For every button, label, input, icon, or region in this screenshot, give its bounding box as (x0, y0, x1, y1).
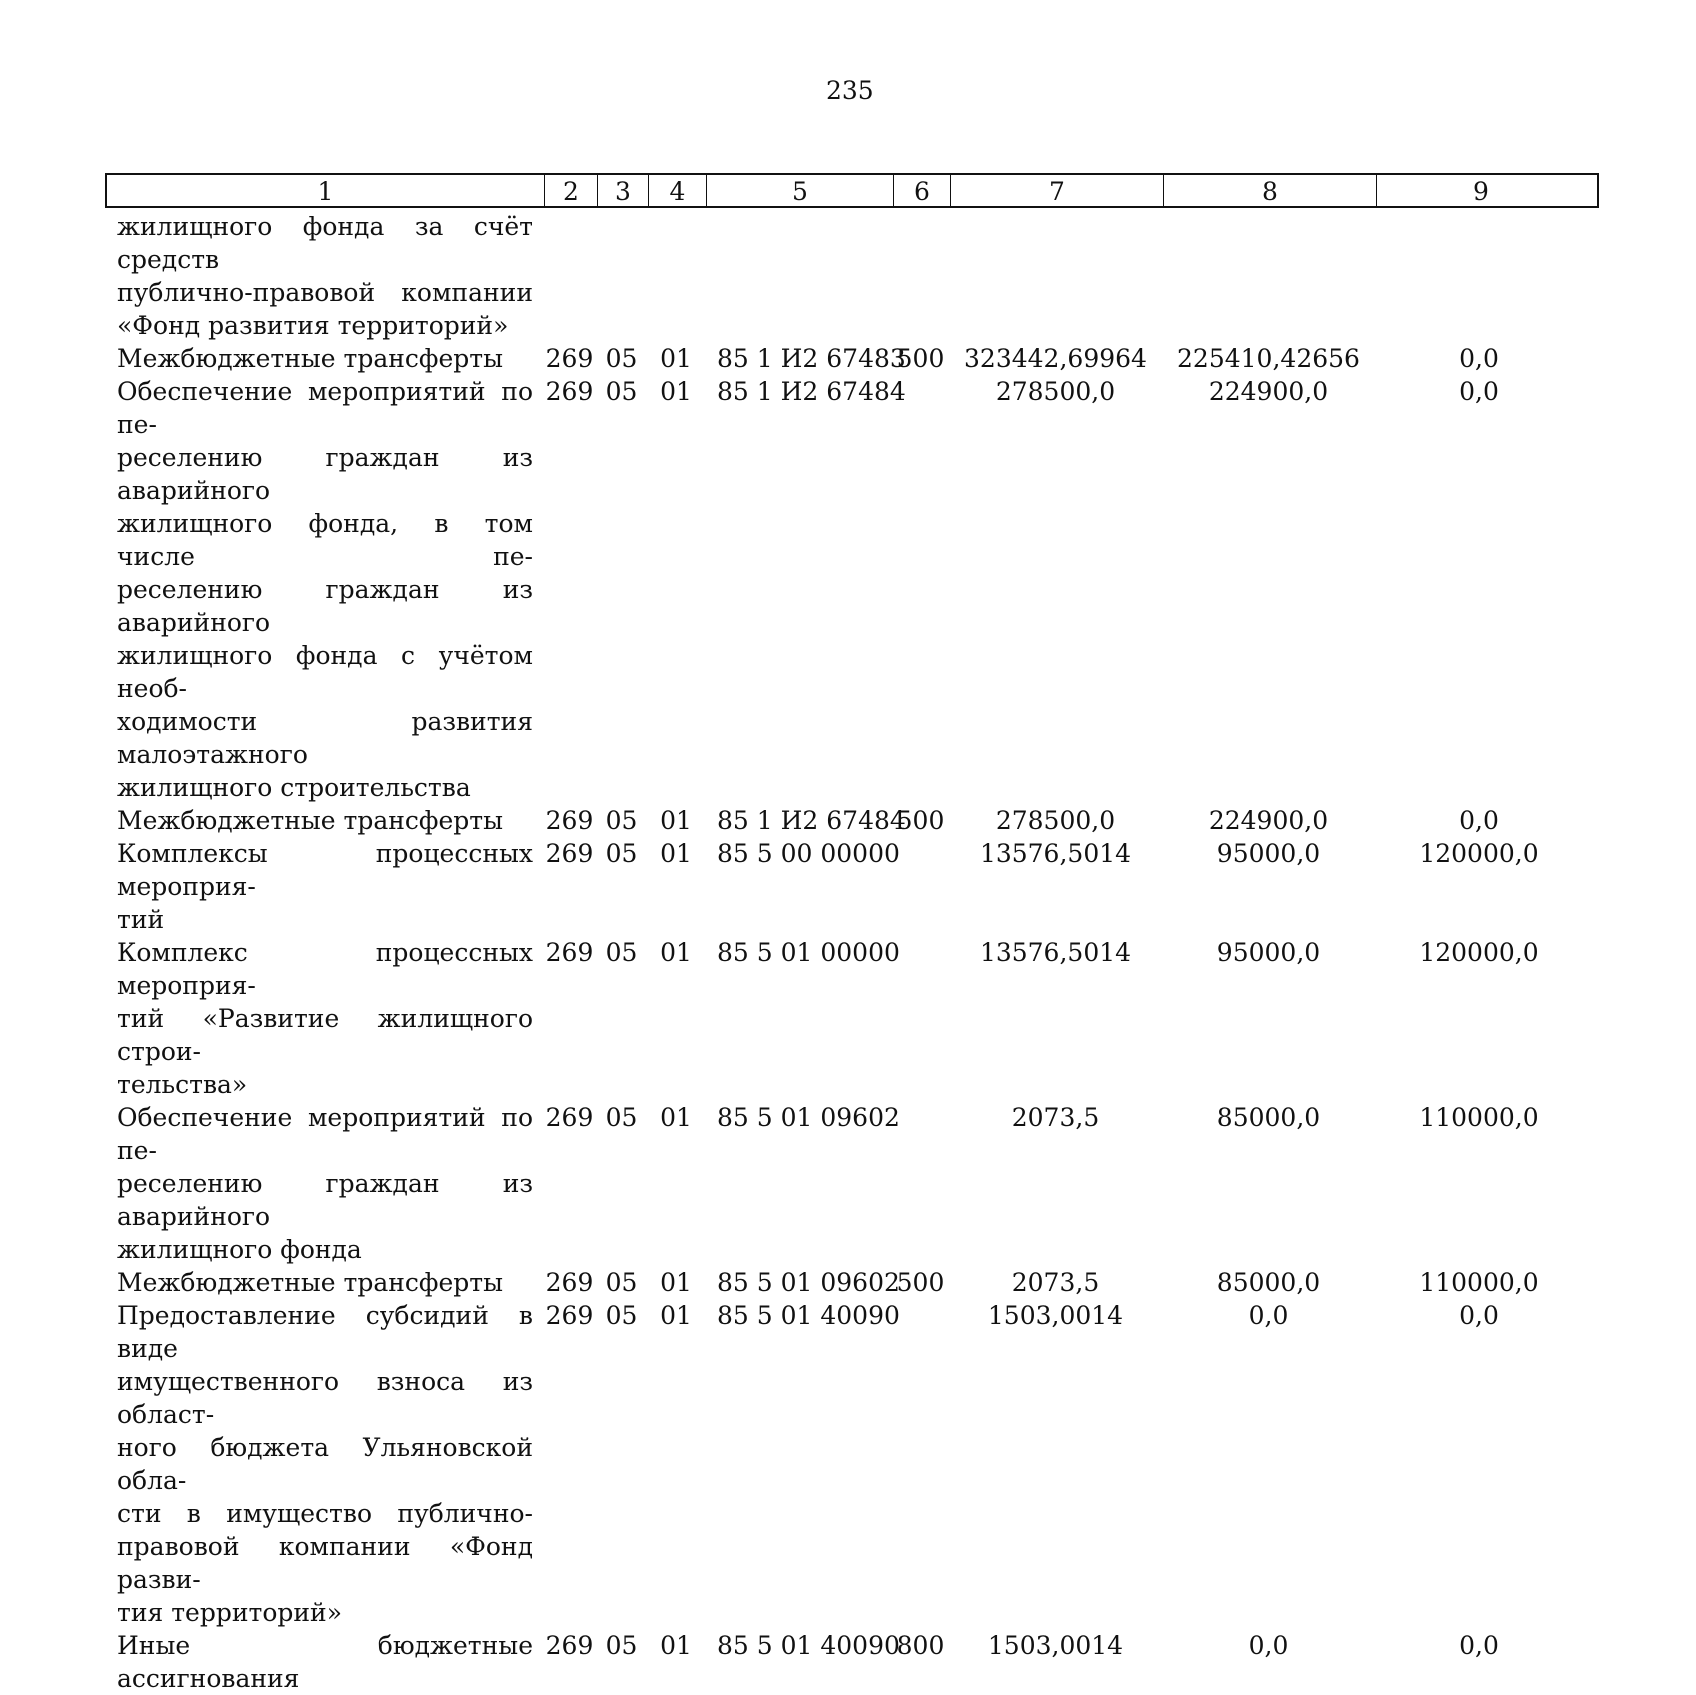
subsection-code: 01 (660, 938, 692, 967)
target-article-code: 85 5 01 00000 (717, 938, 900, 967)
amount-col8: 95000,0 (1216, 839, 1321, 868)
amount-col9: 110000,0 (1419, 1268, 1539, 1297)
expense-type-code: 500 (896, 1268, 945, 1297)
section-code: 05 (605, 1268, 638, 1297)
row-name-line: реселению граждан из аварийного (117, 443, 533, 505)
table-row (105, 1266, 1599, 1299)
row-name-line: «Фонд развития территорий» (117, 311, 509, 340)
target-article-code: 85 5 01 09602 (717, 1103, 900, 1132)
ministry-code: 269 (545, 1268, 594, 1297)
amount-col8: 224900,0 (1208, 806, 1329, 835)
row-name-line: Обеспечение мероприятий по пе- (117, 377, 533, 439)
section-code: 05 (605, 806, 638, 835)
section-code: 05 (605, 1631, 638, 1660)
ministry-code: 269 (545, 1301, 594, 1330)
ministry-code: 269 (545, 806, 594, 835)
amount-col7: 1503,0014 (987, 1631, 1124, 1660)
table-row (105, 342, 1599, 375)
amount-col8: 225410,42656 (1177, 344, 1360, 373)
ministry-code: 269 (545, 377, 594, 406)
target-article-code: 85 5 01 40090 (717, 1301, 900, 1330)
amount-col9: 0,0 (1459, 344, 1499, 373)
row-name-line: жилищного строительства (117, 773, 471, 802)
table-row (105, 1101, 1599, 1266)
ministry-code: 269 (545, 938, 594, 967)
row-name (105, 1101, 543, 1266)
ministry-code: 269 (545, 839, 594, 868)
row-name-line: жилищного фонда за счёт средств (117, 212, 533, 274)
amount-col9: 0,0 (1459, 377, 1499, 406)
table-header (105, 173, 1599, 208)
expense-type-code: 500 (896, 344, 945, 373)
amount-col9: 120000,0 (1419, 839, 1539, 868)
column-header: 2 (545, 175, 598, 208)
row-name-line: тельства» (117, 1070, 248, 1099)
expense-type-code: 500 (896, 806, 945, 835)
section-code: 05 (605, 839, 638, 868)
table-row (105, 1629, 1599, 1695)
column-header: 9 (1473, 177, 1489, 206)
amount-col8: 85000,0 (1216, 1268, 1321, 1297)
row-name-line: жилищного фонда, в том числе пе- (117, 509, 533, 571)
row-name-line: имущественного взноса из област- (117, 1367, 533, 1429)
ministry-code: 269 (545, 1631, 594, 1660)
subsection-code: 01 (660, 806, 692, 835)
section-code: 05 (605, 1301, 638, 1330)
row-name-line: ходимости развития малоэтажного (117, 707, 533, 769)
amount-col9: 0,0 (1459, 806, 1499, 835)
subsection-code: 01 (660, 1103, 692, 1132)
table-row (105, 1299, 1599, 1629)
amount-col7: 278500,0 (995, 806, 1116, 835)
row-name-line: тия территорий» (117, 1598, 343, 1627)
row-name (105, 342, 543, 375)
target-article-code: 85 1 И2 67483 (717, 344, 906, 373)
row-name-line: Иные бюджетные ассигнования (117, 1631, 533, 1693)
row-name (105, 210, 543, 342)
row-name-line: правовой компании «Фонд разви- (117, 1532, 533, 1594)
row-name-line: жилищного фонда с учётом необ- (117, 641, 533, 703)
amount-col8: 0,0 (1248, 1301, 1289, 1330)
ministry-code: 269 (545, 344, 594, 373)
ministry-code: 269 (545, 1103, 594, 1132)
page-number: 235 (826, 76, 874, 105)
amount-col9: 0,0 (1459, 1301, 1499, 1330)
row-name (105, 936, 543, 1101)
amount-col7: 2073,5 (1011, 1103, 1100, 1132)
row-name (105, 837, 543, 936)
row-name-line: тий «Развитие жилищного строи- (117, 1004, 533, 1066)
subsection-code: 01 (660, 839, 692, 868)
section-code: 05 (605, 344, 638, 373)
row-name (105, 1629, 543, 1695)
column-header: 6 (894, 175, 951, 208)
subsection-code: 01 (660, 1268, 692, 1297)
row-name-line: Предоставление субсидий в виде (117, 1301, 533, 1363)
table-row (105, 375, 1599, 804)
row-name-line: реселению граждан из аварийного (117, 575, 533, 637)
expense-type-code: 800 (896, 1631, 945, 1660)
amount-col7: 278500,0 (995, 377, 1116, 406)
column-header: 1 (107, 175, 545, 208)
row-name (105, 804, 543, 837)
row-name-line: сти в имущество публично- (117, 1499, 533, 1528)
table-row (105, 804, 1599, 837)
amount-col7: 323442,69964 (964, 344, 1147, 373)
row-name-line: Обеспечение мероприятий по пе- (117, 1103, 533, 1165)
section-code: 05 (605, 938, 638, 967)
row-name-line: публично-правовой компании (117, 278, 533, 307)
row-name (105, 1266, 543, 1299)
table-row (105, 936, 1599, 1101)
target-article-code: 85 1 И2 67484 (717, 806, 906, 835)
subsection-code: 01 (660, 344, 692, 373)
row-name-line: Межбюджетные трансферты (117, 1268, 504, 1297)
row-name-line: жилищного фонда (117, 1235, 362, 1264)
column-header: 5 (707, 175, 894, 208)
table-row (105, 210, 1599, 342)
row-name-line: Межбюджетные трансферты (117, 344, 504, 373)
target-article-code: 85 5 01 40090 (717, 1631, 900, 1660)
amount-col9: 110000,0 (1419, 1103, 1539, 1132)
amount-col8: 95000,0 (1216, 938, 1321, 967)
target-article-code: 85 5 01 09602 (717, 1268, 900, 1297)
column-header: 3 (598, 175, 649, 208)
subsection-code: 01 (660, 1631, 692, 1660)
amount-col9: 120000,0 (1419, 938, 1539, 967)
amount-col8: 224900,0 (1208, 377, 1329, 406)
amount-col8: 85000,0 (1216, 1103, 1321, 1132)
column-header: 8 (1164, 175, 1377, 208)
amount-col8: 0,0 (1248, 1631, 1289, 1660)
budget-table (105, 173, 1599, 1695)
amount-col7: 13576,5014 (979, 938, 1132, 967)
row-name-line: реселению граждан из аварийного (117, 1169, 533, 1231)
section-code: 05 (605, 1103, 638, 1132)
row-name-line: Комплекс процессных мероприя- (117, 938, 533, 1000)
row-name (105, 1299, 543, 1629)
row-name (105, 375, 543, 804)
amount-col7: 2073,5 (1011, 1268, 1100, 1297)
column-header: 4 (649, 175, 707, 208)
amount-col9: 0,0 (1459, 1631, 1499, 1660)
amount-col7: 1503,0014 (987, 1301, 1124, 1330)
section-code: 05 (605, 377, 638, 406)
table-body (105, 210, 1599, 1695)
row-name-line: Межбюджетные трансферты (117, 806, 504, 835)
row-name-line: тий (117, 905, 165, 934)
row-name-line: ного бюджета Ульяновской обла- (117, 1433, 533, 1495)
row-name-line: Комплексы процессных мероприя- (117, 839, 533, 901)
target-article-code: 85 1 И2 67484 (717, 377, 906, 406)
target-article-code: 85 5 00 00000 (717, 839, 900, 868)
column-header: 7 (951, 175, 1164, 208)
subsection-code: 01 (660, 377, 692, 406)
subsection-code: 01 (660, 1301, 692, 1330)
amount-col7: 13576,5014 (979, 839, 1132, 868)
table-row (105, 837, 1599, 936)
